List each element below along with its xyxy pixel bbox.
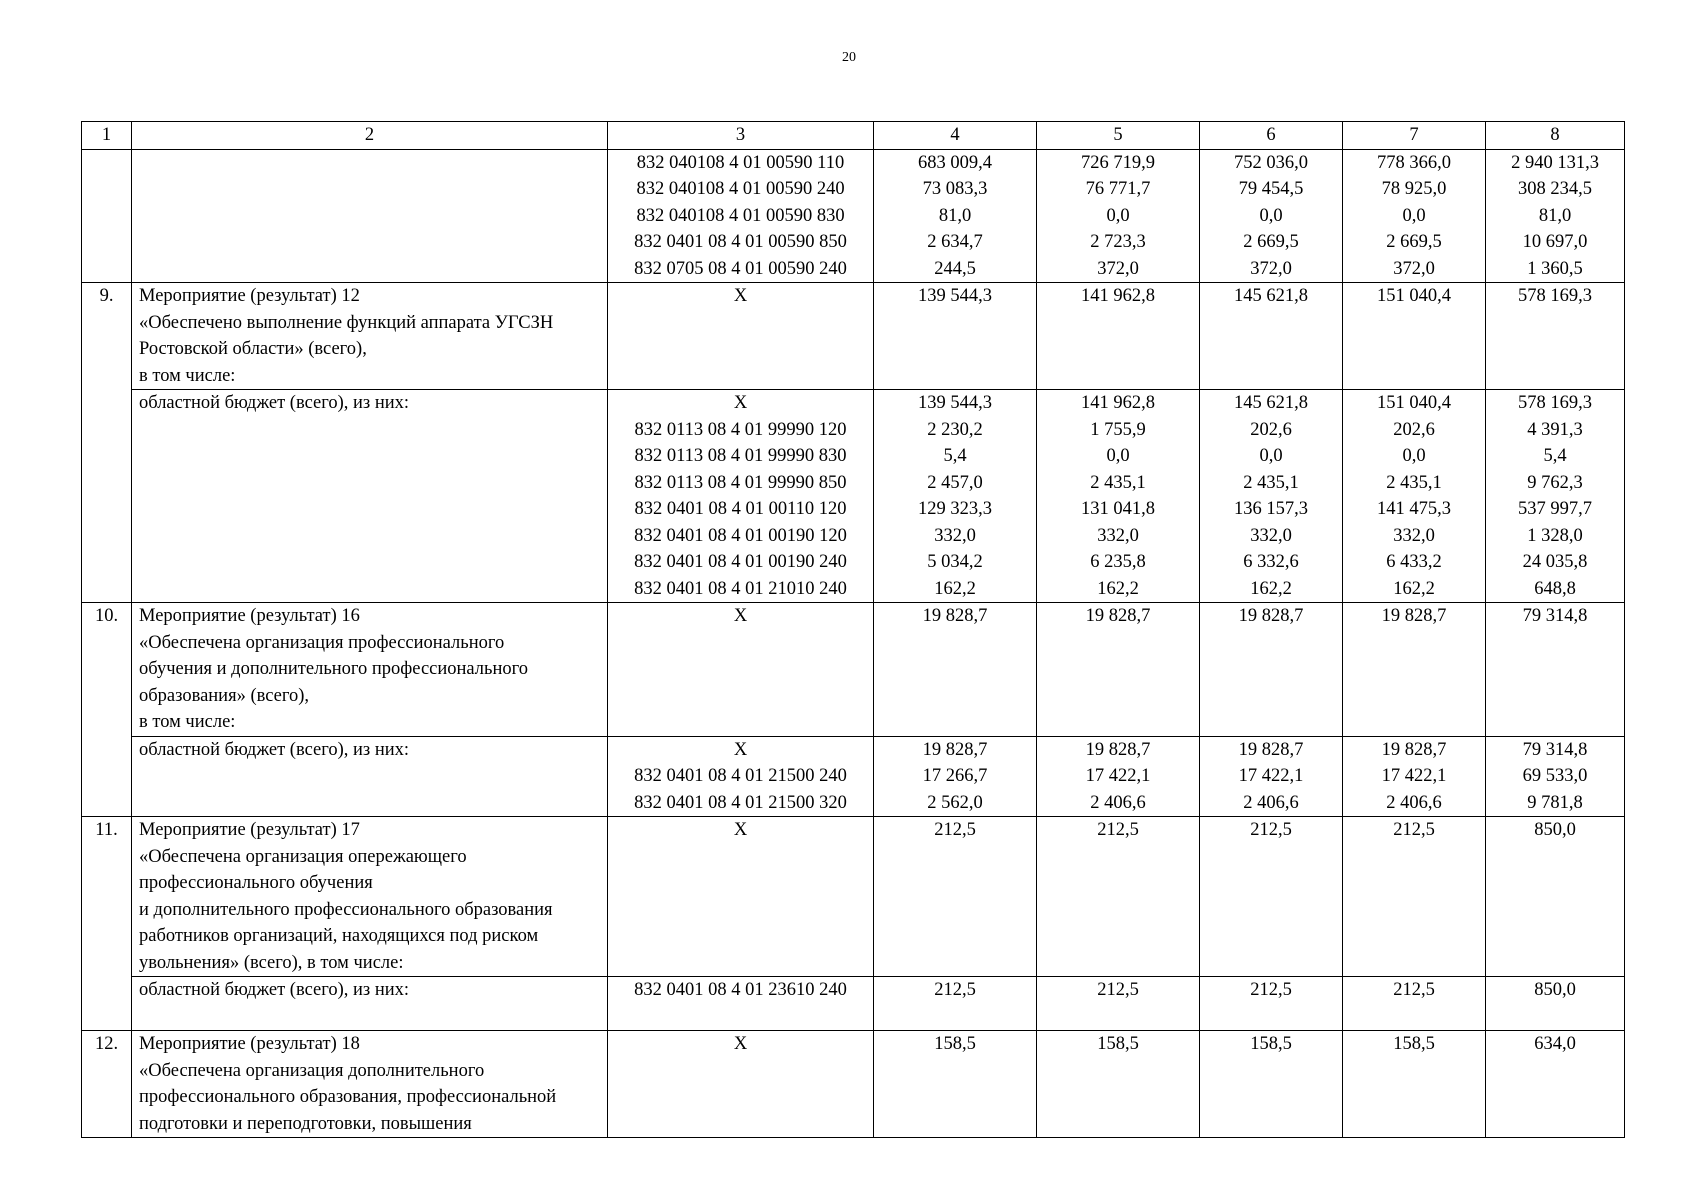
value: 19 828,7 — [1381, 739, 1447, 760]
budget-code: 832 0113 08 4 01 99990 120 — [634, 419, 847, 440]
description-line: Мероприятие (результат) 16 — [139, 606, 360, 626]
value-cell — [1486, 390, 1625, 603]
column-header: 4 — [874, 122, 1037, 150]
row-number-cell: 11. — [82, 817, 132, 1031]
value-cell — [874, 149, 1037, 283]
value-cell — [874, 736, 1037, 817]
table-row — [82, 977, 1625, 1031]
value: 139 544,3 — [918, 393, 992, 413]
description-line: Мероприятие (результат) 17 — [139, 820, 360, 840]
description-cell — [132, 1031, 608, 1138]
value: 683 009,4 — [918, 152, 992, 173]
value: 2 406,6 — [1386, 792, 1442, 813]
column-header: 3 — [608, 122, 874, 150]
value: 778 366,0 — [1377, 152, 1451, 173]
budget-code: 832 0401 08 4 01 00190 120 — [634, 525, 847, 546]
value: 6 433,2 — [1386, 552, 1442, 572]
budget-table — [81, 121, 1625, 1138]
value: 76 771,7 — [1085, 179, 1151, 199]
budget-code: 832 0401 08 4 01 21500 320 — [634, 792, 847, 813]
value: 5 034,2 — [927, 552, 983, 572]
page-number: 20 — [842, 50, 856, 65]
description-cell — [132, 283, 608, 390]
value: 17 266,7 — [922, 766, 988, 786]
description-line: работников организаций, находящихся под риском — [139, 926, 539, 946]
row-number-cell: 12. — [82, 1031, 132, 1138]
value: 162,2 — [1097, 578, 1139, 599]
budget-code: X — [733, 393, 748, 413]
value: 0,0 — [1402, 446, 1426, 466]
value: 372,0 — [1250, 258, 1292, 279]
value: 578 169,3 — [1518, 393, 1592, 413]
value: 332,0 — [934, 525, 976, 546]
value: 0,0 — [1106, 205, 1130, 226]
value-cell: 212,5 — [1200, 817, 1343, 977]
value: 202,6 — [1393, 419, 1435, 440]
value: 141 962,8 — [1081, 393, 1155, 413]
column-number-row — [82, 122, 1625, 150]
description-line: в том числе: — [139, 365, 236, 386]
budget-code-cell: X — [608, 603, 874, 737]
value: 2 669,5 — [1386, 232, 1442, 252]
table-row — [82, 736, 1625, 817]
value: 0,0 — [1259, 205, 1283, 226]
budget-code: X — [733, 739, 748, 760]
value: 79 454,5 — [1238, 179, 1304, 199]
value-cell — [1037, 149, 1200, 283]
budget-code-cell — [608, 149, 874, 283]
description-line: «Обеспечена организация опережающего — [139, 846, 467, 867]
table-row — [82, 283, 1625, 390]
value: 162,2 — [1250, 578, 1292, 599]
value-cell: 212,5 — [1037, 977, 1200, 1031]
value-cell: 79 314,8 — [1486, 603, 1625, 737]
budget-code-cell — [608, 736, 874, 817]
value: 129 323,3 — [918, 499, 992, 519]
value: 69 533,0 — [1522, 766, 1588, 786]
value: 79 314,8 — [1522, 739, 1588, 760]
value: 202,6 — [1250, 419, 1292, 440]
value: 19 828,7 — [1238, 739, 1304, 760]
value: 2 435,1 — [1386, 472, 1442, 493]
value: 1 328,0 — [1527, 525, 1583, 546]
value: 73 083,3 — [922, 179, 988, 199]
value: 1 755,9 — [1090, 419, 1146, 440]
value-cell — [1486, 736, 1625, 817]
value: 2 940 131,3 — [1511, 152, 1599, 173]
budget-code: 832 0401 08 4 01 21010 240 — [634, 578, 847, 599]
value: 2 406,6 — [1243, 792, 1299, 813]
value-cell: 158,5 — [1343, 1031, 1486, 1138]
column-header: 1 — [82, 122, 132, 150]
value: 6 235,8 — [1090, 552, 1146, 572]
value-cell: 212,5 — [874, 977, 1037, 1031]
value: 19 828,7 — [922, 739, 988, 760]
row-number-cell: 10. — [82, 603, 132, 817]
value: 726 719,9 — [1081, 152, 1155, 173]
value: 2 230,2 — [927, 419, 983, 440]
value: 0,0 — [1402, 205, 1426, 226]
value: 10 697,0 — [1522, 232, 1588, 252]
value: 2 723,3 — [1090, 232, 1146, 252]
value-cell — [1343, 390, 1486, 603]
budget-code-cell: X — [608, 817, 874, 977]
budget-code: 832 0401 08 4 01 21500 240 — [634, 766, 847, 786]
value: 244,5 — [934, 258, 976, 279]
table-row — [82, 817, 1625, 977]
description-line: Мероприятие (результат) 18 — [139, 1034, 360, 1054]
description-line: «Обеспечено выполнение функций аппарата УГСЗН — [139, 312, 554, 333]
value-cell: 19 828,7 — [1343, 603, 1486, 737]
value: 131 041,8 — [1081, 499, 1155, 519]
value-cell: 158,5 — [1037, 1031, 1200, 1138]
table-row — [82, 390, 1625, 603]
value-cell: 19 828,7 — [1200, 603, 1343, 737]
value-cell: 139 544,3 — [874, 283, 1037, 390]
value-cell — [1486, 149, 1625, 283]
value: 0,0 — [1106, 446, 1130, 466]
description-cell: областной бюджет (всего), из них: — [132, 736, 608, 817]
value: 9 781,8 — [1527, 792, 1583, 813]
row-number-cell — [82, 149, 132, 283]
value: 648,8 — [1534, 578, 1576, 599]
value: 2 457,0 — [927, 472, 983, 493]
description-line: увольнения» (всего), в том числе: — [139, 952, 404, 973]
value-cell: 578 169,3 — [1486, 283, 1625, 390]
column-header: 6 — [1200, 122, 1343, 150]
value-cell — [1343, 736, 1486, 817]
value: 24 035,8 — [1522, 552, 1588, 572]
budget-code: 832 0705 08 4 01 00590 240 — [634, 258, 847, 279]
column-header: 8 — [1486, 122, 1625, 150]
value: 6 332,6 — [1243, 552, 1299, 572]
value: 0,0 — [1259, 446, 1283, 466]
budget-code: 832 0401 08 4 01 00190 240 — [634, 552, 847, 572]
value-cell: 151 040,4 — [1343, 283, 1486, 390]
value: 2 562,0 — [927, 792, 983, 813]
value-cell: 850,0 — [1486, 977, 1625, 1031]
value-cell: 19 828,7 — [874, 603, 1037, 737]
value-cell: 141 962,8 — [1037, 283, 1200, 390]
budget-code-cell: 832 0401 08 4 01 23610 240 — [608, 977, 874, 1031]
description-line: «Обеспечена организация дополнительного — [139, 1060, 485, 1081]
row-number-cell: 9. — [82, 283, 132, 603]
value: 141 475,3 — [1377, 499, 1451, 519]
value-cell: 212,5 — [874, 817, 1037, 977]
value: 81,0 — [938, 205, 972, 226]
value-cell — [874, 390, 1037, 603]
value: 19 828,7 — [1085, 739, 1151, 760]
value: 5,4 — [1543, 446, 1567, 466]
budget-code: 832 0401 08 4 01 00110 120 — [634, 499, 847, 519]
value-cell: 158,5 — [874, 1031, 1037, 1138]
value: 78 925,0 — [1381, 179, 1447, 199]
description-cell — [132, 149, 608, 283]
table-row — [82, 603, 1625, 737]
description-line: профессионального образования, профессиональной — [139, 1087, 557, 1107]
value: 162,2 — [1393, 578, 1435, 599]
value: 4 391,3 — [1527, 419, 1583, 440]
value: 1 360,5 — [1527, 258, 1583, 279]
value: 2 435,1 — [1243, 472, 1299, 493]
value-cell — [1037, 390, 1200, 603]
value: 145 621,8 — [1234, 393, 1308, 413]
description-line: Ростовской области» (всего), — [139, 339, 367, 359]
value: 308 234,5 — [1518, 179, 1592, 199]
column-header: 2 — [132, 122, 608, 150]
description-line: в том числе: — [139, 712, 236, 732]
value: 332,0 — [1393, 525, 1435, 546]
value: 17 422,1 — [1085, 766, 1151, 786]
description-line: образования» (всего), — [139, 685, 310, 706]
value-cell: 212,5 — [1343, 977, 1486, 1031]
value-cell — [1200, 390, 1343, 603]
value: 151 040,4 — [1377, 393, 1451, 413]
value: 162,2 — [934, 578, 976, 599]
budget-code: 832 040108 4 01 00590 240 — [636, 179, 845, 199]
value: 5,4 — [943, 446, 967, 466]
budget-code: 832 040108 4 01 00590 110 — [636, 152, 845, 173]
value: 2 634,7 — [927, 232, 983, 252]
description-line: профессионального обучения — [139, 873, 373, 893]
table-row — [82, 1031, 1625, 1138]
column-header: 5 — [1037, 122, 1200, 150]
value-cell — [1343, 149, 1486, 283]
value: 2 669,5 — [1243, 232, 1299, 252]
budget-code: 832 0113 08 4 01 99990 830 — [634, 446, 847, 466]
value: 136 157,3 — [1234, 499, 1308, 519]
description-line: обучения и дополнительного профессионального — [139, 659, 529, 679]
budget-code: 832 0401 08 4 01 00590 850 — [634, 232, 847, 252]
description-line: Мероприятие (результат) 12 — [139, 286, 360, 306]
description-cell — [132, 977, 608, 1031]
budget-code: 832 040108 4 01 00590 830 — [636, 205, 845, 226]
budget-code-cell: X — [608, 283, 874, 390]
value-cell: 145 621,8 — [1200, 283, 1343, 390]
value-cell: 212,5 — [1200, 977, 1343, 1031]
value: 2 435,1 — [1090, 472, 1146, 493]
value-cell: 212,5 — [1343, 817, 1486, 977]
value: 372,0 — [1393, 258, 1435, 279]
budget-code: 832 0113 08 4 01 99990 850 — [634, 472, 847, 493]
description-line: подготовки и переподготовки, повышения — [139, 1113, 472, 1134]
value-cell: 634,0 — [1486, 1031, 1625, 1138]
description-cell: областной бюджет (всего), из них: — [132, 390, 608, 603]
budget-code-cell: X — [608, 1031, 874, 1138]
value-cell — [1037, 736, 1200, 817]
value: 9 762,3 — [1527, 472, 1583, 493]
description-line: «Обеспечена организация профессионального — [139, 632, 505, 653]
value-cell — [1200, 149, 1343, 283]
value: 372,0 — [1097, 258, 1139, 279]
value: 17 422,1 — [1238, 766, 1304, 786]
description-line: областной бюджет (всего), из них: — [139, 980, 410, 1000]
value-cell: 850,0 — [1486, 817, 1625, 977]
value-cell — [1200, 736, 1343, 817]
description-cell — [132, 603, 608, 737]
value: 537 997,7 — [1518, 499, 1592, 519]
value-cell: 212,5 — [1037, 817, 1200, 977]
value-cell: 19 828,7 — [1037, 603, 1200, 737]
table-row — [82, 149, 1625, 283]
value: 17 422,1 — [1381, 766, 1447, 786]
value: 332,0 — [1097, 525, 1139, 546]
budget-code-cell — [608, 390, 874, 603]
description-cell — [132, 817, 608, 977]
description-line: и дополнительного профессионального образования — [139, 899, 553, 920]
value-cell: 158,5 — [1200, 1031, 1343, 1138]
value: 81,0 — [1538, 205, 1572, 226]
value: 752 036,0 — [1234, 152, 1308, 173]
value: 2 406,6 — [1090, 792, 1146, 813]
value: 332,0 — [1250, 525, 1292, 546]
column-header: 7 — [1343, 122, 1486, 150]
